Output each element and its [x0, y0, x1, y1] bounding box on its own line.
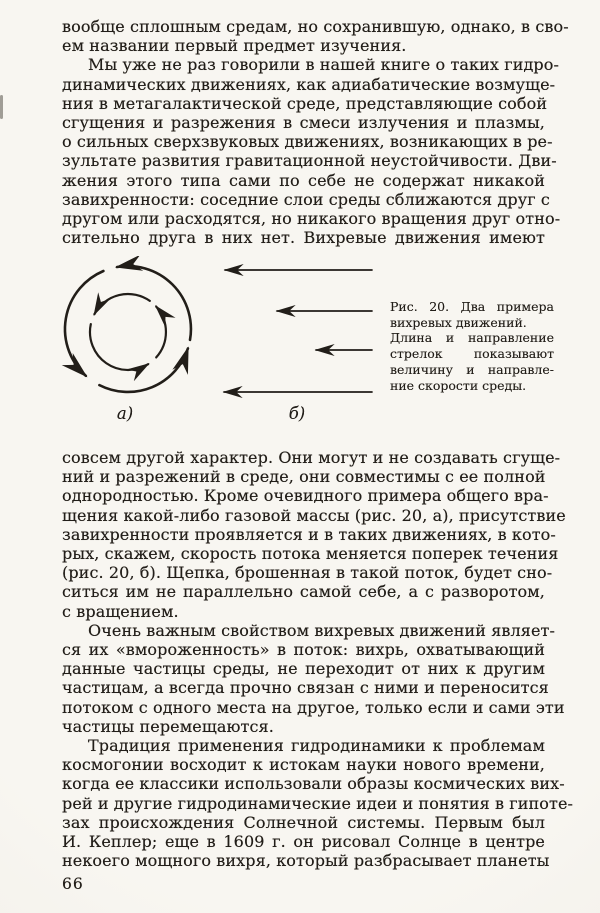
paragraph	[62, 448, 566, 621]
text-line: зах происхождения Солнечной системы. Первым был	[62, 812, 545, 832]
text-line: вообще сплошным средам, но сохранившую, однако, в сво-	[62, 17, 569, 36]
text-line: Мы уже не раз говорили в нашей книге о таких гидро-	[88, 55, 559, 75]
figure-caption	[390, 299, 554, 393]
caption-line: величину и направле-	[390, 361, 554, 377]
text-line: сительно друга в них нет. Вихревые движения имеют	[62, 228, 545, 248]
text-line: завихренности проявляется и в таких движениях, в кото-	[62, 524, 556, 544]
text-line: рей и другие гидродинамические идеи и понятия в гипоте-	[62, 793, 574, 813]
text-line: о сильных сверхзвуковых движениях, возникающих в ре-	[62, 132, 553, 152]
text-line: рых, скажем, скорость потока меняется поперек течения	[62, 544, 559, 564]
caption-line: ние скорости среды.	[390, 377, 527, 393]
scan-artifact	[0, 95, 3, 119]
text-line: щения какой-либо газовой массы (рис. 20, а), присутствие	[62, 505, 566, 525]
figure-panel-a-label: а)	[116, 404, 134, 423]
text-line: частицам, а всегда прочно связан с ними и переносится	[62, 678, 549, 698]
text-line: ся их «вмороженность» в поток: вихрь, охватывающий	[62, 640, 545, 660]
text-line: ния в метагалактической среде, представляющие собой	[62, 93, 548, 113]
text-line: с вращением.	[62, 601, 179, 621]
text-line: некоего мощного вихря, который разбрасывает планеты	[62, 851, 550, 871]
text-line: ний и разрежений в среде, они совместимы с ее полной	[62, 467, 546, 487]
text-line: однородностью. Кроме очевидного примера общего вра-	[62, 486, 549, 506]
text-line: ем названии первый предмет изучения.	[62, 36, 407, 56]
caption-line: Длина и направление	[390, 330, 554, 346]
text-line: частицы перемещаются.	[62, 716, 274, 736]
paragraph	[62, 55, 561, 248]
text-line: другом или расходятся, но никакого вращения друг отно-	[62, 209, 561, 229]
page-number: 66	[62, 875, 84, 893]
caption-line: стрелок показывают	[390, 346, 554, 362]
text-block-bottom	[62, 448, 574, 871]
text-line: Традиция применения гидродинамики к проблемам	[88, 736, 545, 756]
text-block-top	[62, 17, 569, 248]
text-line: сгущения и разрежения в смеси излучения и плазмы,	[62, 113, 545, 133]
text-line: зультате развития гравитационной неустойчивости. Дви-	[62, 151, 557, 171]
text-line: (рис. 20, б). Щепка, брошенная в такой поток, будет сно-	[62, 563, 553, 583]
text-line: И. Кеплер; еще в 1609 г. он рисовал Солнце в центре	[62, 832, 545, 852]
text-line: динамических движениях, как адиабатические возмуще-	[62, 74, 556, 94]
caption-line: Рис. 20. Два примера	[390, 299, 554, 314]
text-line: совсем другой характер. Они могут и не создавать сгуще-	[62, 448, 561, 467]
caption-line: вихревых движений.	[390, 314, 527, 330]
flow-arrows-figure	[215, 258, 380, 400]
paragraph	[62, 620, 565, 736]
text-line: жения этого типа сами по себе не содержат никакой	[62, 170, 545, 190]
paragraph	[62, 17, 569, 56]
figure-panel-b-label: б)	[288, 404, 306, 423]
text-line: космогонии восходит к истокам науки нового времени,	[62, 755, 545, 775]
vortex-circles-figure	[58, 256, 208, 406]
text-line: данные частицы среды, не переходит от них к другим	[62, 659, 545, 679]
paragraph	[62, 736, 574, 871]
text-line: Очень важным свойством вихревых движений являет-	[88, 620, 556, 640]
text-line: потоком с одного места на другое, только если и сами эти	[62, 697, 565, 717]
text-line: завихренности: соседние слои среды сближаются друг с	[62, 189, 550, 209]
text-line: когда ее классики использовали образы космических вих-	[62, 774, 565, 794]
text-line: ситься им не параллельно самой себе, а с разворотом,	[62, 582, 545, 602]
